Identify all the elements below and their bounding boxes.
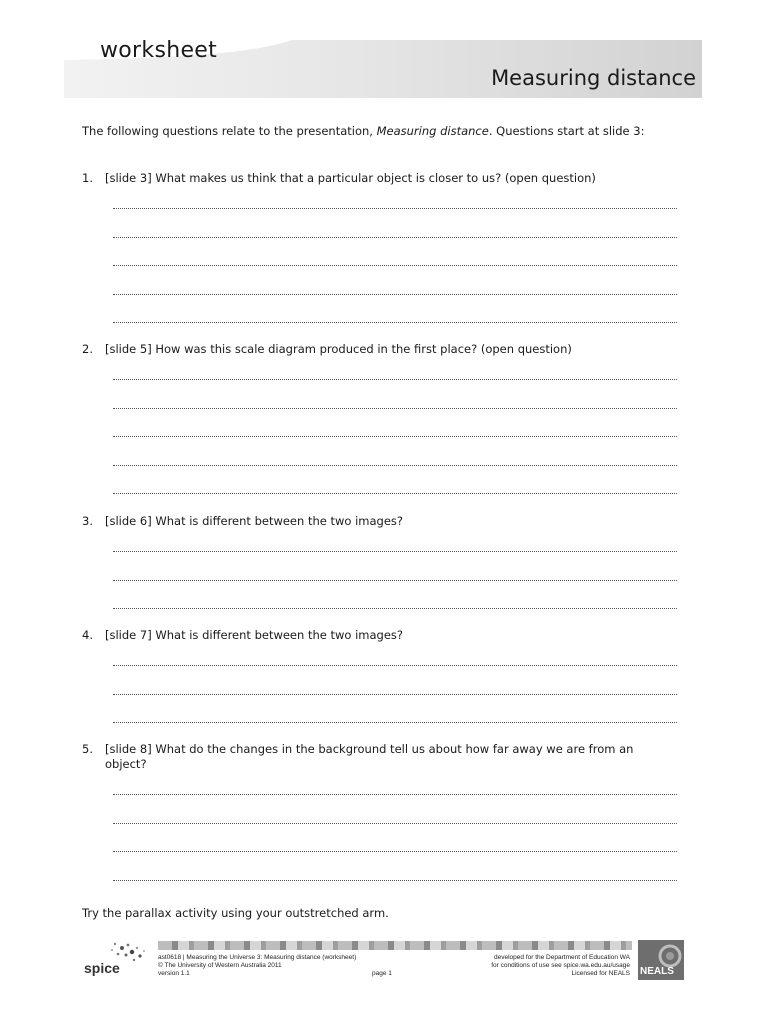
neals-logo-text: NEALS bbox=[640, 966, 674, 977]
answer-line[interactable] bbox=[113, 493, 677, 494]
answer-line[interactable] bbox=[113, 436, 677, 437]
footer-conditions: for conditions of use see spice.wa.edu.au/usage bbox=[491, 962, 630, 969]
answer-line[interactable] bbox=[113, 265, 677, 266]
answer-line[interactable] bbox=[113, 608, 677, 609]
question-number: 3. bbox=[82, 514, 93, 528]
answer-line[interactable] bbox=[113, 851, 677, 852]
answer-line[interactable] bbox=[113, 580, 677, 581]
answer-line[interactable] bbox=[113, 408, 677, 409]
intro-text bbox=[82, 124, 644, 138]
answer-line[interactable] bbox=[113, 880, 677, 881]
answer-line[interactable] bbox=[113, 379, 677, 380]
footer-version: version 1.1 bbox=[158, 970, 190, 977]
answer-line[interactable] bbox=[113, 465, 677, 466]
answer-line[interactable] bbox=[113, 722, 677, 723]
question-text: [slide 7] What is different between the two images? bbox=[105, 628, 404, 642]
answer-line[interactable] bbox=[113, 322, 677, 323]
page-number: page 1 bbox=[372, 970, 392, 977]
answer-line[interactable] bbox=[113, 823, 677, 824]
footer-right-info bbox=[430, 954, 630, 978]
worksheet-label: worksheet bbox=[100, 38, 218, 63]
answer-line[interactable] bbox=[113, 551, 677, 552]
closing-instruction: Try the parallax activity using your outstretched arm. bbox=[82, 906, 389, 920]
answer-line[interactable] bbox=[113, 208, 677, 209]
question-text: [slide 5] How was this scale diagram produced in the first place? (open question) bbox=[105, 342, 572, 356]
page-title: Measuring distance bbox=[491, 66, 696, 90]
question-text: [slide 3] What makes us think that a particular object is closer to us? (open question) bbox=[105, 171, 596, 185]
footer-developed: developed for the Department of Education WA bbox=[494, 954, 630, 961]
answer-line[interactable] bbox=[113, 237, 677, 238]
intro-after: . Questions start at slide 3: bbox=[488, 124, 645, 138]
footer-copyright: © The University of Western Australia 2011 bbox=[158, 962, 282, 969]
answer-line[interactable] bbox=[113, 665, 677, 666]
answer-line[interactable] bbox=[113, 294, 677, 295]
presentation-name: Measuring distance bbox=[376, 124, 489, 138]
intro-before: The following questions relate to the presentation, bbox=[82, 124, 373, 138]
question-number: 4. bbox=[82, 628, 93, 642]
footer-course: ast0618 | Measuring the Universe 3: Measuring distance (worksheet) bbox=[158, 954, 357, 961]
footer-left-info bbox=[158, 954, 378, 978]
spice-logo-text: spice bbox=[84, 960, 120, 976]
answer-line[interactable] bbox=[113, 794, 677, 795]
question-number: 5. bbox=[82, 742, 93, 756]
footer-stripe-bar bbox=[158, 941, 632, 950]
question-number: 2. bbox=[82, 342, 93, 356]
question-text: [slide 6] What is different between the two images? bbox=[105, 514, 404, 528]
footer-licence: Licensed for NEALS bbox=[571, 970, 630, 977]
question-number: 1. bbox=[82, 171, 93, 185]
answer-line[interactable] bbox=[113, 694, 677, 695]
question-text: [slide 8] What do the changes in the background tell us about how far away we are from an object? bbox=[105, 742, 634, 771]
